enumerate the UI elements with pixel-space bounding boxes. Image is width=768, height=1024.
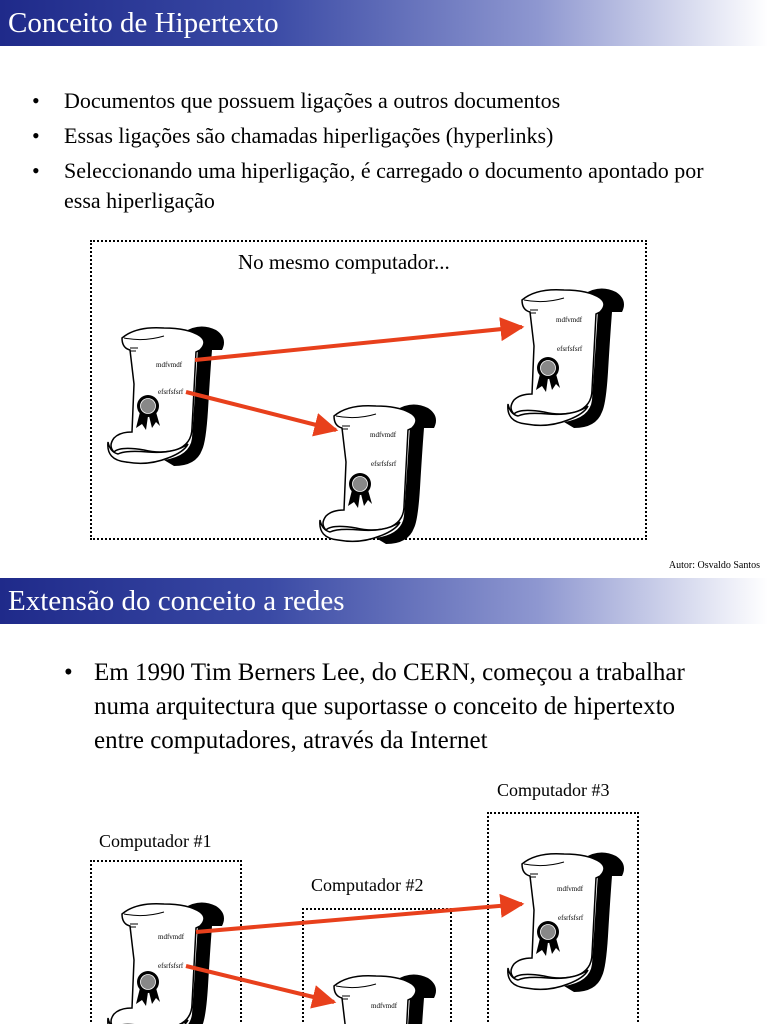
bullet-item: • Documentos que possuem ligações a outros documentos — [32, 86, 732, 116]
doc-link-text: efsrfsfsrf — [158, 962, 184, 970]
computer-2-label: Computador #2 — [311, 875, 424, 895]
doc-link-text: mdfvmdf — [556, 316, 583, 324]
doc-link-text: efsrfsfsrf — [558, 914, 584, 922]
doc-link-text: mdfvmdf — [557, 885, 584, 893]
network-hyperlink-diagram — [0, 578, 768, 1024]
doc-link-text: mdfvmdf — [370, 431, 397, 439]
computer-1-label: Computador #1 — [99, 831, 212, 851]
slide-2 — [0, 578, 768, 1024]
computer-3-label: Computador #3 — [497, 780, 610, 800]
slide-1-title: Conceito de Hipertexto — [0, 0, 768, 46]
doc-link-text: efsrfsfsrf — [158, 388, 184, 396]
doc-link-text: mdfvmdf — [156, 361, 183, 369]
bullet-item: • Essas ligações são chamadas hiperligações (hyperlinks) — [32, 121, 732, 151]
doc-link-text: mdfvmdf — [158, 933, 185, 941]
bullet-item: • Em 1990 Tim Berners Lee, do CERN, começou a trabalhar numa arquitectura que suportasse o conceito de hipertexto entre computadores, através da Internet — [64, 656, 724, 758]
doc-link-text: efsrfsfsrf — [371, 460, 397, 468]
same-computer-label: No mesmo computador... — [238, 250, 450, 274]
bullet-dot-icon: • — [32, 88, 40, 113]
hyperlink-arrow — [195, 327, 522, 360]
bullet-dot-icon: • — [64, 659, 73, 686]
doc-link-text: efsrfsfsrf — [557, 345, 583, 353]
slide-2-title: Extensão do conceito a redes — [0, 578, 768, 624]
bullet-dot-icon: • — [32, 158, 40, 183]
doc-link-text: mdfvmdf — [371, 1002, 398, 1010]
author-credit: Autor: Osvaldo Santos — [668, 560, 760, 571]
bullet-item: • Seleccionando uma hiperligação, é carregado o documento apontado por essa hiperligação — [32, 158, 704, 213]
bullet-dot-icon: • — [32, 123, 40, 148]
hyperlink-arrow — [186, 966, 334, 1002]
hyperlink-arrow — [196, 904, 522, 932]
hyperlink-arrow — [186, 392, 336, 430]
